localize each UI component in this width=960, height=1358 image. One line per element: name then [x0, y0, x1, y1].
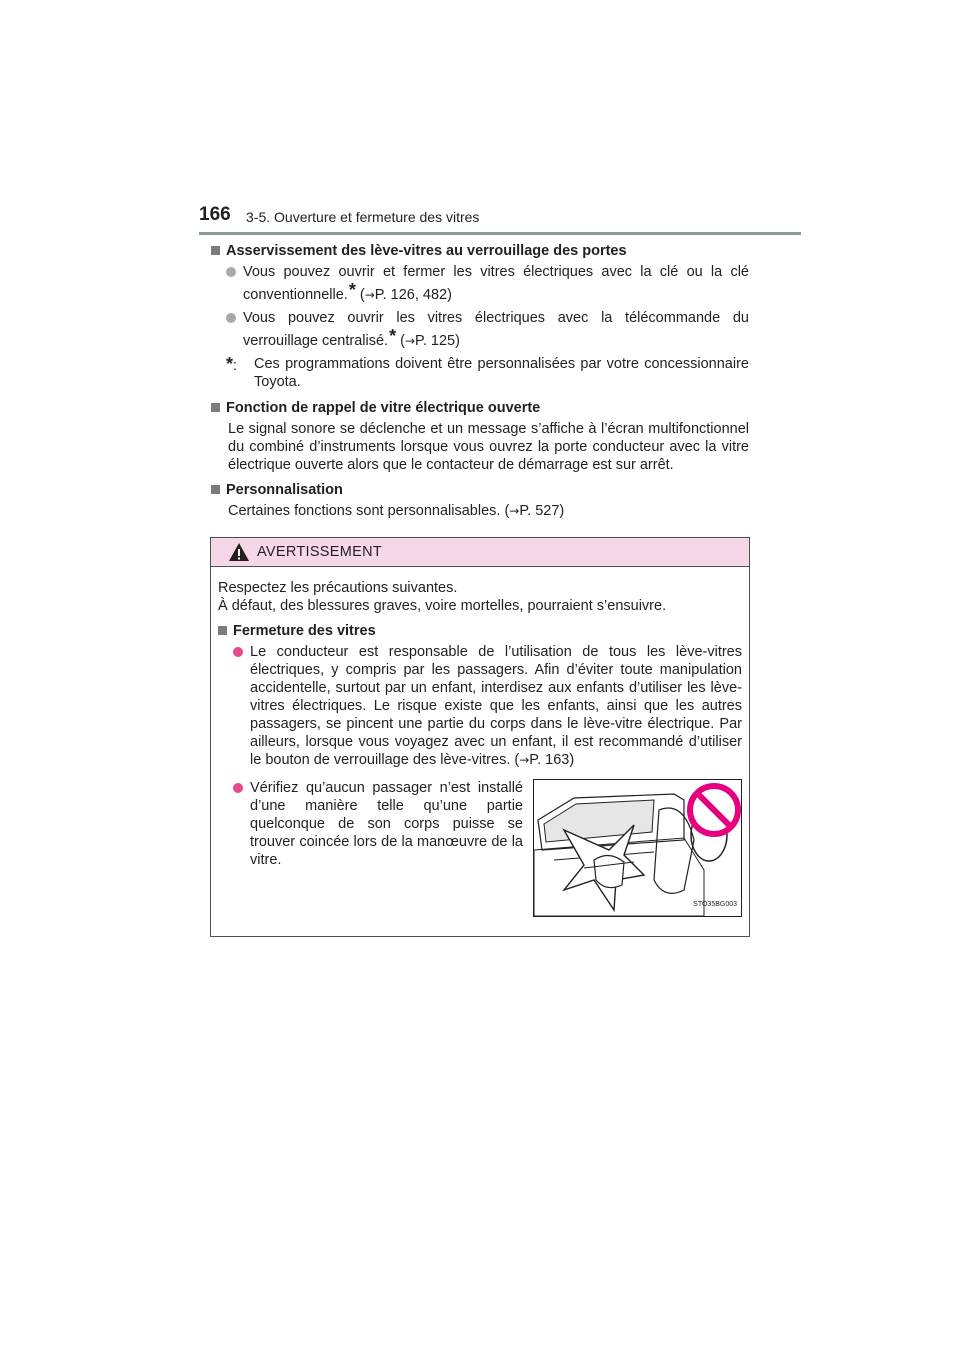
list-item: Vous pouvez ouvrir les vitres électriques avec la télécommande du verrouillage centralisé.* (→P. 125) [226, 309, 749, 350]
warning-header [211, 538, 749, 567]
square-bullet-icon [218, 626, 227, 635]
arrow-right-icon: → [364, 288, 375, 302]
section-heading-door-lock: Asservissement des lève-vitres au verrouillage des portes [211, 242, 749, 260]
page-number: 166 [199, 204, 231, 225]
bullet-dot-icon [226, 267, 236, 277]
bullet-dot-icon [226, 313, 236, 323]
square-bullet-icon [211, 246, 220, 255]
footnote: *: Ces programmations doivent être personnalisées par votre concessionnaire Toyota. [226, 354, 749, 390]
section-title: 3-5. Ouverture et fermeture des vitres [246, 209, 480, 225]
warning-title: AVERTISSEMENT [257, 544, 383, 560]
page-reference-link[interactable]: P. 125) [415, 333, 460, 349]
list-item: Vérifiez qu’aucun passager n’est installé d’une manière telle qu’une partie quelconque de son corps puisse se trouver coincée lors de la manœuvre de la vitre. [233, 779, 523, 912]
list-item: Vous pouvez ouvrir et fermer les vitres électriques avec la clé ou la clé conventionnelle.* (→P. 126, 482) [226, 263, 749, 304]
list-item: Le conducteur est responsable de l’utilisation de tous les lève-vitres électriques, y compris par les passagers. Afin d’éviter toute manipulation accidentelle, surtout par un enfant, interdisez aux enfants d’utiliser les lève-vitres électriques. Le risque existe que les enfants, ainsi que les autres passagers, se pincent une partie du corps dans le lève-vitre électrique. Par ailleurs, lorsque vous voyagez avec un enfant, il est recommandé d’utiliser le bouton de verrouillage des lève-vitres. (→P. 163) [233, 643, 742, 769]
section-heading-customization: Personnalisation [211, 481, 749, 499]
main-content [211, 242, 749, 527]
arrow-right-icon: → [404, 334, 416, 348]
page-reference-link[interactable]: P. 126, 482) [374, 287, 452, 303]
warning-body: Respectez les précautions suivantes. À défaut, des blessures graves, voire mortelles, pourraient s’ensuivre. Fermeture des vitres Le conducteur est responsable de l’utilisation de tous les lève-vitres électriques, y compris par les passagers. Afin d’éviter toute manipulation accidentelle, surtout par un enfant, interdisez aux enfants d’utiliser les lève-vitres électriques. Le risque existe que les enfants, ainsi que les autres passagers, se pincent une partie du corps dans le lève-vitre électrique. Par ailleurs, lorsque vous voyagez avec un enfant, il est recommandé d’utiliser le bouton de verrouillage des lève-vitres. (→P. 163) Vérifiez qu’aucun passager n’est installé d’une manière telle qu’une partie quelconque de son corps puisse se trouver coincée lors de la manœuvre de la vitre. STO35BG003 [211, 567, 749, 917]
footnote-star: * [348, 280, 356, 300]
warning-triangle-icon [228, 542, 250, 562]
square-bullet-icon [211, 403, 220, 412]
footnote-star: * [389, 326, 397, 346]
warning-box [210, 537, 750, 937]
page-reference-link[interactable]: P. 163) [529, 752, 575, 768]
arrow-right-icon: → [509, 504, 520, 518]
figure-caption: STO35BG003 [693, 901, 737, 908]
header-rule [199, 232, 801, 235]
window-pinch-illustration [533, 779, 742, 917]
arrow-right-icon: → [519, 753, 530, 767]
bullet-dot-icon [233, 647, 243, 657]
paragraph: Le signal sonore se déclenche et un message s’affiche à l’écran multifonctionnel du combiné d’instruments lorsque vous ouvrez la porte conducteur avec la vitre électrique ouverte alors que le contacteur de démarrage est sur arrêt. [228, 421, 749, 473]
bullet-dot-icon [233, 783, 243, 793]
section-heading-open-window-reminder: Fonction de rappel de vitre électrique ouverte [211, 399, 749, 417]
paragraph: Certaines fonctions sont personnalisables. (→P. 527) [228, 503, 565, 519]
square-bullet-icon [211, 485, 220, 494]
page-reference-link[interactable]: P. 527) [519, 503, 565, 519]
warning-subheading: Fermeture des vitres [218, 622, 742, 640]
